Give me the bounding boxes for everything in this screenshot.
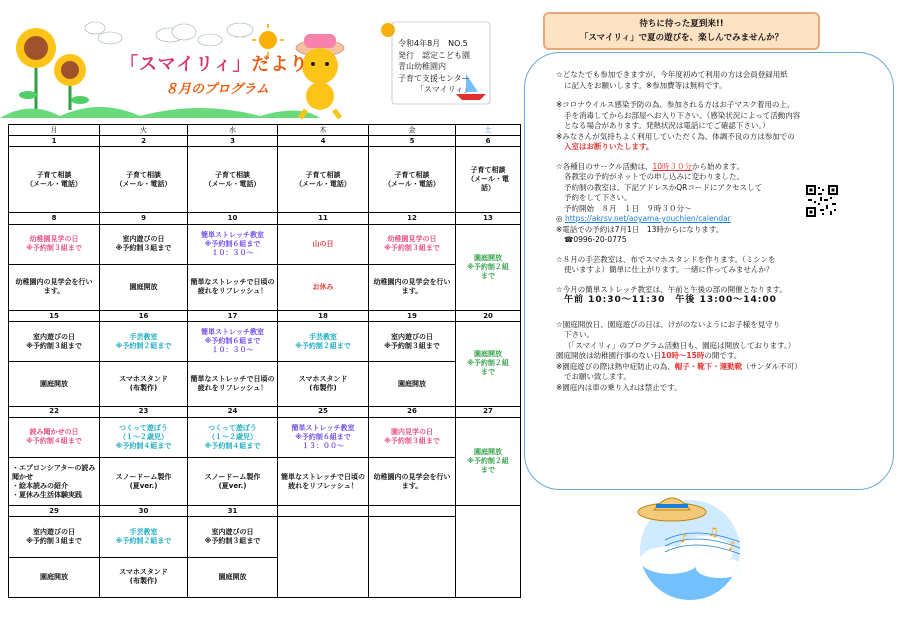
weekday-header: 水	[188, 125, 278, 136]
event-detail-cell: 園庭開放	[369, 362, 456, 406]
date-number: 22	[9, 406, 100, 417]
date-number: 30	[100, 506, 188, 517]
date-number	[369, 506, 456, 517]
info-line: ※コロナウイルス感染予防の為、参加される方はお子マスク着用の上、	[556, 100, 795, 109]
info-paragraph-playground	[556, 320, 876, 394]
event-cell: 子育て相談 （メール・電話）	[100, 147, 188, 213]
info-line: 予約開始 ８月 １日 ９時３０分～	[564, 203, 692, 213]
qr-code-icon[interactable]	[806, 185, 838, 217]
info-line: 予約制の教室は、下記アドレスかQRコードにアクセスして	[564, 182, 763, 192]
event-cell: 読み聞かせの日 ※予約制４組まで	[9, 417, 100, 457]
event-cell: つくって遊ぼう （１～２歳児） ※予約制４組まで	[100, 417, 188, 457]
empty-cell	[456, 506, 521, 598]
event-detail-cell: 簡単なストレッチで日頃の 疲れをリフレッシュ！	[188, 362, 278, 406]
event-detail-cell: 幼稚園内の見学会を行い ます。	[9, 264, 100, 310]
date-number: 25	[278, 406, 369, 417]
date-number: 3	[188, 136, 278, 147]
date-number: 20	[456, 311, 521, 322]
info-paragraph-craft	[556, 255, 876, 276]
note-icon: ♫	[708, 525, 719, 539]
event-row	[9, 224, 521, 264]
date-number: 15	[9, 311, 100, 322]
info-line: 園庭開放は幼稚園行事のない日	[556, 351, 661, 360]
event-detail-row	[9, 362, 521, 406]
event-row	[9, 517, 521, 557]
info-line: に記入をお願いします。※参加費等は無料です。	[564, 80, 727, 90]
info-line: ☆どなたでも参加できますが、今年度初めて利用の方は会員登録用紙	[556, 70, 788, 79]
date-number: 12	[369, 213, 456, 224]
publisher: 発行 認定こども園	[398, 50, 470, 60]
info-line: 下さい。	[564, 330, 594, 339]
weekday-header: 土	[456, 125, 521, 136]
event-detail-cell: スマホスタンド (布製作)	[100, 362, 188, 406]
weekday-header: 金	[369, 125, 456, 136]
weekday-header: 火	[100, 125, 188, 136]
info-line: （「スマイリィ」のプログラム活動日も、園庭は開放しております。）	[564, 340, 796, 350]
event-cell: 室内遊びの日 ※予約制３組まで	[9, 322, 100, 362]
empty-cell	[278, 517, 369, 598]
event-row	[9, 417, 521, 457]
info-line: ☆園庭開放日、園庭遊びの日は、けがのないようにお子様を見守り	[556, 319, 781, 329]
info-line: となる場合があります。発熱状況は電話にてご確認下さい。）	[564, 121, 770, 130]
info-line: 使いますよ）簡単に仕上がります。一緒に作ってみませんか？	[564, 265, 774, 274]
event-cell: 山の日	[278, 224, 369, 264]
issue-date: 令和4年8月 NO.5	[398, 39, 468, 48]
event-detail-row	[9, 458, 521, 506]
event-cell: 手芸教室 ※予約制２組まで	[100, 322, 188, 362]
event-detail-cell: スマホスタンド (布製作)	[278, 362, 369, 406]
newsletter-subtitle: ８月のプログラム	[165, 82, 269, 97]
info-paragraph-registration	[556, 70, 876, 91]
event-detail-cell: スノードーム製作 (夏ver.)	[100, 458, 188, 506]
info-paragraph-stretch	[556, 285, 876, 306]
publication-info	[398, 38, 471, 96]
phone-number: ☎0996-20-0775	[564, 235, 627, 244]
date-row	[9, 506, 521, 517]
info-line: でお願い致します。	[564, 372, 631, 381]
date-number: 5	[369, 136, 456, 147]
weekday-header-row	[9, 125, 521, 136]
globe-icon: ◎	[556, 214, 563, 223]
event-cell: 子育て相談 （メール・電話）	[9, 147, 100, 213]
event-cell: 簡単ストレッチ教室 ※予約制６組まで １３：００～	[278, 417, 369, 457]
info-line: ※園庭遊びの際は熱中症防止の為、	[556, 361, 675, 371]
event-cell: 簡単ストレッチ教室 ※予約制６組まで １０：３０～	[188, 224, 278, 264]
note-icon: ♪	[728, 539, 736, 553]
event-detail-cell: 幼稚園内の見学会を行い ます。	[369, 458, 456, 506]
info-line: 手を消毒してからお部屋へお入り下さい。（感染状況によって活動内容	[564, 110, 801, 120]
event-cell: 手芸教室 ※予約制２組まで	[100, 517, 188, 557]
event-row	[9, 147, 521, 213]
sunflower-icon	[16, 28, 89, 110]
date-row	[9, 213, 521, 224]
event-cell: 室内遊びの日 ※予約制３組まで	[369, 322, 456, 362]
event-cell: 室内遊びの日 ※予約制３組まで	[100, 224, 188, 264]
info-line: ☆各種目のサークル活動は、	[556, 161, 653, 171]
info-line: ※みなさんが気持ちよく利用していただく為、体調不良の方は参加での	[556, 131, 795, 141]
center-nickname: 「スマイリィ」	[416, 85, 472, 94]
event-cell: 室内遊びの日 ※予約制３組まで	[9, 517, 100, 557]
date-number: 6	[456, 136, 521, 147]
date-row	[9, 311, 521, 322]
info-text	[556, 70, 876, 402]
date-number	[278, 506, 369, 517]
event-cell: 子育て相談 （メール・電 話）	[456, 147, 521, 213]
event-detail-cell: 園庭開放	[100, 264, 188, 310]
weekday-header: 木	[278, 125, 369, 136]
date-number: 4	[278, 136, 369, 147]
info-line: ☆８月の手芸教室は、布でスマホスタンドを作ります。（ミシンを	[556, 254, 776, 264]
date-number: 2	[100, 136, 188, 147]
info-line: （サンダル不可）	[742, 361, 802, 371]
playground-hours: 10時～15時	[661, 351, 705, 360]
program-calendar	[8, 124, 521, 598]
stretch-hours: 午前 10:30～11:30 午後 13:00～14:00	[564, 295, 777, 305]
info-line: ※電話での予約は7月1日 13時からになります。	[556, 224, 724, 234]
info-line: の間です。	[704, 351, 742, 360]
event-detail-cell: ・エプロンシアターの読み 聞かせ ・絵本読みの紹介 ・夏休み生活体験実践	[9, 458, 100, 506]
saturday-event-cell: 園庭開放 ※予約制２組 まで	[456, 322, 521, 407]
banner-line: 待ちに待った夏到来!!	[639, 19, 724, 29]
date-number: 24	[188, 406, 278, 417]
date-number: 11	[278, 213, 369, 224]
date-number: 13	[456, 213, 521, 224]
date-number: 23	[100, 406, 188, 417]
banner-line: 「スマイリィ」で夏の遊びを、楽しんでみませんか？	[579, 33, 784, 43]
summer-hat-illustration	[610, 480, 770, 600]
event-detail-row	[9, 264, 521, 310]
date-number: 31	[188, 506, 278, 517]
date-row	[9, 406, 521, 417]
saturday-event-cell: 園庭開放 ※予約制２組 まで	[456, 224, 521, 311]
info-line: から始めます。	[692, 161, 744, 171]
date-number: 8	[9, 213, 100, 224]
event-cell: 子育て相談 （メール・電話）	[188, 147, 278, 213]
date-number: 17	[188, 311, 278, 322]
cat-character-icon	[296, 34, 344, 118]
event-cell: 子育て相談 （メール・電話）	[278, 147, 369, 213]
date-number: 29	[9, 506, 100, 517]
date-number: 9	[100, 213, 188, 224]
event-cell: 手芸教室 ※予約制２組まで	[278, 322, 369, 362]
event-cell: 幼稚園見学の日 ※予約制３組まで	[9, 224, 100, 264]
date-number: 1	[9, 136, 100, 147]
school-name: 青山幼稚園内	[398, 62, 446, 71]
date-number: 16	[100, 311, 188, 322]
event-detail-cell: スマホスタンド (布製作)	[100, 557, 188, 597]
small-sun-icon	[381, 23, 395, 37]
event-cell: 室内遊びの日 ※予約制３組まで	[188, 517, 278, 557]
event-detail-cell: 幼稚園内の見学会を行い ます。	[369, 264, 456, 310]
info-line: 各教室の予約がネットでの申し込みに変わりました。	[564, 172, 744, 181]
reservation-url[interactable]: https://akrsv.net/aoyama-youchien/calendar	[564, 214, 731, 223]
note-icon: ♪	[680, 531, 688, 545]
date-number: 26	[369, 406, 456, 417]
header	[0, 0, 520, 122]
event-detail-cell: 園庭開放	[9, 362, 100, 406]
date-number: 19	[369, 311, 456, 322]
date-number: 18	[278, 311, 369, 322]
saturday-event-cell: 園庭開放 ※予約制２組 まで	[456, 417, 521, 506]
newsletter-title: 「スマイリィ」だより	[120, 54, 309, 75]
summer-banner	[543, 12, 820, 50]
info-line: ※園庭内は車の乗り入れは禁止です。	[556, 382, 682, 392]
start-time: 10時３０分	[652, 161, 693, 171]
event-cell: 簡単ストレッチ教室 ※予約制６組まで １０：３０～	[188, 322, 278, 362]
event-detail-cell: 園庭開放	[9, 557, 100, 597]
empty-cell	[369, 517, 456, 598]
info-line: 予約をして下さい。	[564, 193, 632, 202]
event-detail-cell: スノードーム製作 (夏ver.)	[188, 458, 278, 506]
event-cell: つくって遊ぼう （１～２歳児） ※予約制４組まで	[188, 417, 278, 457]
event-detail-cell: 園庭開放	[188, 557, 278, 597]
event-cell: 子育て相談 （メール・電話）	[369, 147, 456, 213]
event-cell: 園内見学の日 ※予約制３組まで	[369, 417, 456, 457]
info-line: 入室はお断りいたします。	[564, 142, 654, 151]
required-gear: 帽子・靴下・運動靴	[674, 361, 743, 371]
center-name: 子育て支援センター	[398, 73, 470, 83]
info-paragraph-covid	[556, 100, 876, 153]
event-cell: 幼稚園見学の日 ※予約制３組まで	[369, 224, 456, 264]
info-line: ☆今月の簡単ストレッチ教室は、午前と午後の部の開催となります。	[556, 284, 788, 294]
weekday-header: 月	[9, 125, 100, 136]
event-detail-cell: 簡単なストレッチで日頃の 疲れをリフレッシュ！	[188, 264, 278, 310]
event-detail-cell: お休み	[278, 264, 369, 310]
date-number: 27	[456, 406, 521, 417]
event-row	[9, 322, 521, 362]
event-detail-cell: 簡単なストレッチで日頃の 疲れをリフレッシュ！	[278, 458, 369, 506]
date-row	[9, 136, 521, 147]
date-number: 10	[188, 213, 278, 224]
